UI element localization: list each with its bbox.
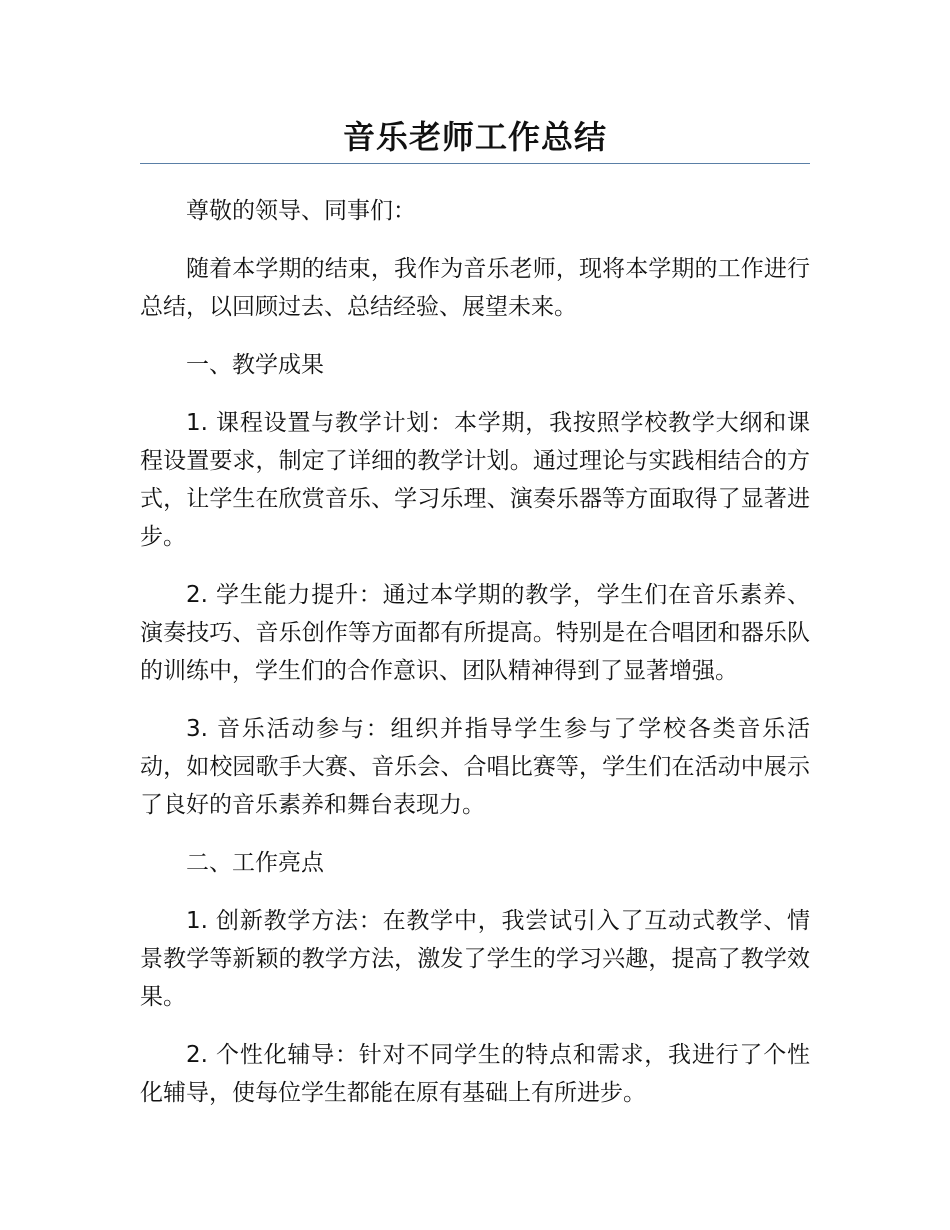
- paragraph-course-planning: 1. 课程设置与教学计划：本学期，我按照学校教学大纲和课程设置要求，制定了详细的教学计划。通过理论与实践相结合的方式，让学生在欣赏音乐、学习乐理、演奏乐器等方面取得了显著进步。: [140, 410, 810, 550]
- paragraph-music-activities: 3. 音乐活动参与：组织并指导学生参与了学校各类音乐活动，如校园歌手大赛、音乐会、合唱比赛等，学生们在活动中展示了良好的音乐素养和舞台表现力。: [140, 716, 810, 818]
- section-heading-work-highlights: 二、工作亮点: [186, 850, 324, 876]
- document-title: 音乐老师工作总结: [342, 118, 607, 156]
- intro-paragraph: 随着本学期的结束，我作为音乐老师，现将本学期的工作进行总结，以回顾过去、总结经验、展望未来。: [140, 256, 810, 320]
- section-heading-teaching-results: 一、教学成果: [186, 352, 324, 378]
- document-body: [140, 192, 810, 1132]
- salutation: 尊敬的领导、同事们：: [186, 198, 416, 224]
- paragraph-student-ability: 2. 学生能力提升：通过本学期的教学，学生们在音乐素养、演奏技巧、音乐创作等方面都有所提高。特别是在合唱团和器乐队的训练中，学生们的合作意识、团队精神得到了显著增强。: [140, 582, 810, 684]
- paragraph-personalized-tutoring: 2. 个性化辅导：针对不同学生的特点和需求，我进行了个性化辅导，使每位学生都能在原有基础上有所进步。: [140, 1042, 810, 1106]
- paragraph-innovative-methods: 1. 创新教学方法：在教学中，我尝试引入了互动式教学、情景教学等新颖的教学方法，激发了学生的学习兴趣，提高了教学效果。: [140, 908, 810, 1010]
- title-divider: [140, 163, 810, 164]
